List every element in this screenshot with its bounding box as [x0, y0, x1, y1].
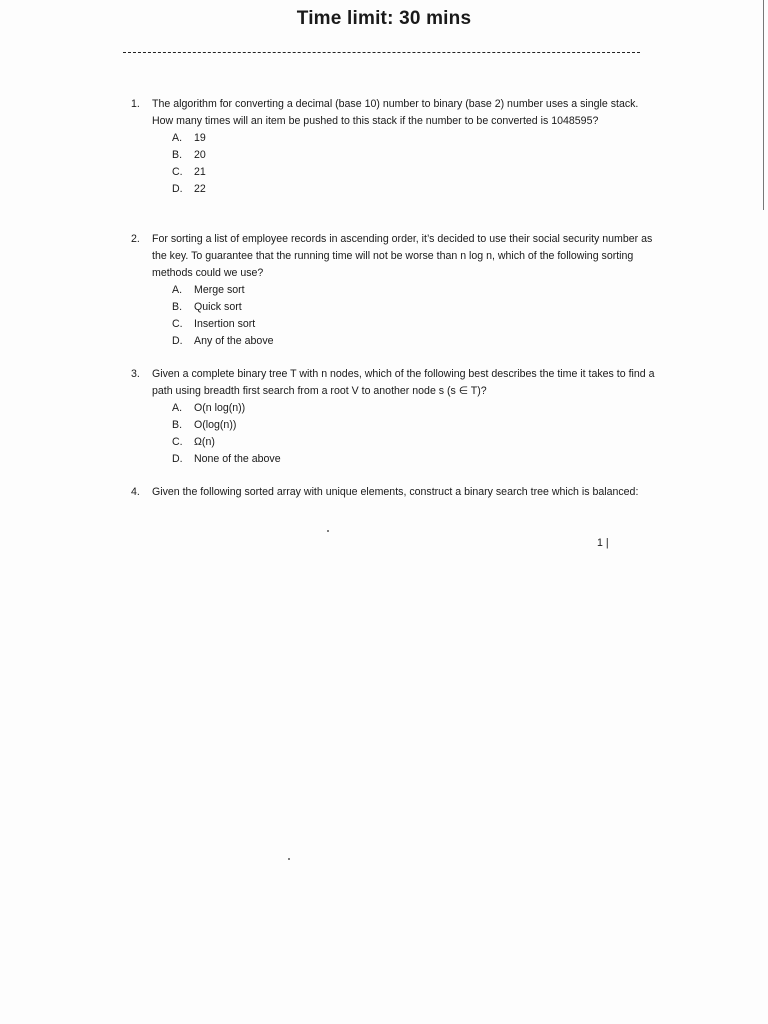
- question-text: Given a complete binary tree T with n nodes, which of the following best describes the time it takes to find a path using breadth first search from a root V to another node s (s ∈ T)?: [152, 368, 655, 397]
- option-text: Merge sort: [194, 284, 245, 296]
- question-number: 1.: [131, 98, 140, 110]
- question-3: [131, 366, 661, 468]
- option-letter: B.: [172, 149, 183, 161]
- option-d: [131, 451, 661, 468]
- option-text: None of the above: [194, 453, 281, 465]
- scan-speck: [288, 858, 290, 860]
- scan-edge-line: [763, 0, 764, 210]
- option-text: Quick sort: [194, 301, 242, 313]
- question-number: 4.: [131, 486, 140, 498]
- answer-options: [131, 400, 661, 468]
- option-letter: B.: [172, 419, 183, 431]
- option-text: 19: [194, 132, 206, 144]
- option-letter: D.: [172, 453, 183, 465]
- option-b: [131, 147, 661, 164]
- option-text: Insertion sort: [194, 318, 256, 330]
- question-text: Given the following sorted array with unique elements, construct a binary search tree which is balanced:: [152, 486, 639, 498]
- question-number: 3.: [131, 368, 140, 380]
- option-a: [131, 400, 661, 417]
- option-letter: D.: [172, 183, 183, 195]
- option-text: 20: [194, 149, 206, 161]
- option-letter: D.: [172, 335, 183, 347]
- option-letter: A.: [172, 284, 183, 296]
- option-a: [131, 282, 661, 299]
- option-d: [131, 333, 661, 350]
- option-a: [131, 130, 661, 147]
- question-number: 2.: [131, 233, 140, 245]
- page-number: 1 |: [597, 537, 609, 549]
- question-4: [131, 484, 661, 501]
- scan-speck: [327, 530, 329, 532]
- option-c: [131, 164, 661, 181]
- option-letter: C.: [172, 436, 183, 448]
- question-text: For sorting a list of employee records in ascending order, it’s decided to use their social security number as the key. To guarantee that the running time will not be worse than n log n, which of the following sorting methods could we use?: [152, 233, 653, 279]
- option-c: [131, 316, 661, 333]
- option-d: [131, 181, 661, 198]
- option-text: O(log(n)): [194, 419, 237, 431]
- option-text: O(n log(n)): [194, 402, 246, 414]
- question-2: [131, 231, 661, 350]
- option-text: 21: [194, 166, 206, 178]
- option-letter: B.: [172, 301, 183, 313]
- option-letter: C.: [172, 166, 183, 178]
- option-letter: A.: [172, 402, 183, 414]
- option-b: [131, 299, 661, 316]
- option-b: [131, 417, 661, 434]
- page-title: Time limit: 30 mins: [296, 8, 472, 29]
- question-text: The algorithm for converting a decimal (base 10) number to binary (base 2) number uses a single stack. How many times will an item be pushed to this stack if the number to be converted is 1048595?: [152, 98, 639, 127]
- question-1: [131, 96, 661, 198]
- option-text: 22: [194, 183, 206, 195]
- dashed-divider: [123, 52, 640, 53]
- option-letter: A.: [172, 132, 183, 144]
- answer-options: [131, 282, 661, 350]
- option-text: Any of the above: [194, 335, 274, 347]
- option-c: [131, 434, 661, 451]
- option-text: Ω(n): [194, 436, 215, 448]
- option-letter: C.: [172, 318, 183, 330]
- answer-options: [131, 130, 661, 198]
